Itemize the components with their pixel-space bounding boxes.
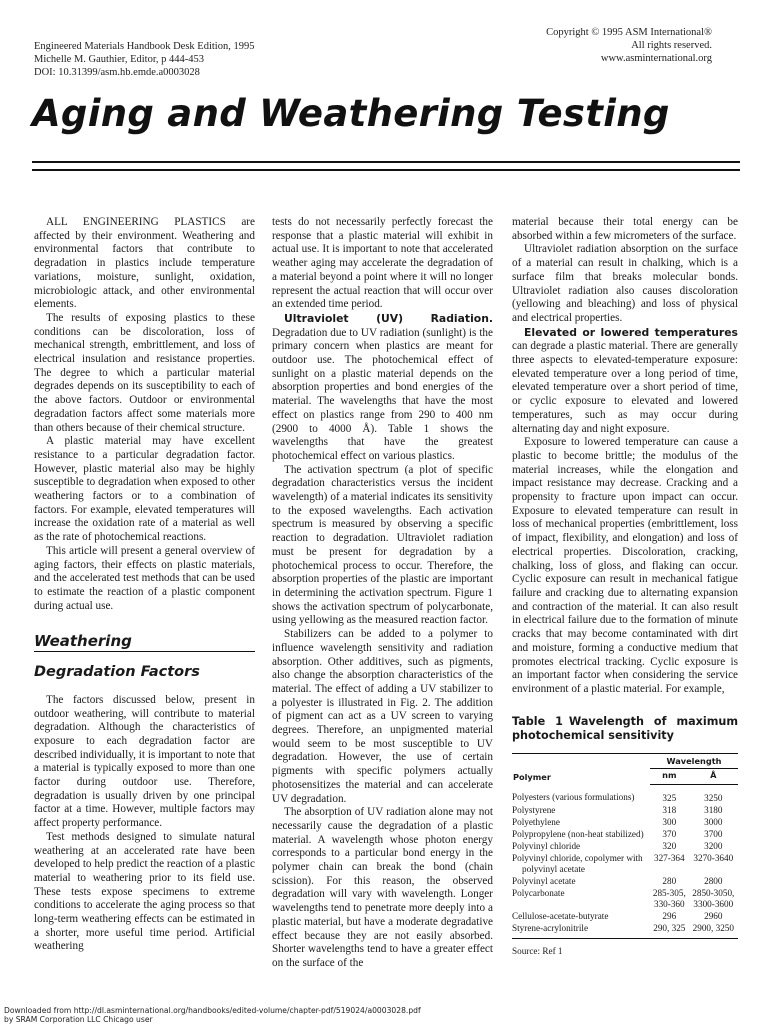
article-title: Aging and Weathering Testing: [32, 92, 670, 135]
download-user: by SRAM Corporation LLC Chicago user: [4, 1014, 153, 1024]
subsection-heading: Degradation Factors: [34, 664, 200, 681]
paragraph-text: Degradation due to UV radiation (sunlight) is the primary concern when plastics are meant for outdoor use. The photochemical effect of sunlight on a plastic material depends on the absorption properties and bond energies of the material. The wavelengths that have the most effect on plastics range from 290 to 400 nm (2900 to 4000 Å). Table 1 shows the wavelengths that have the greatest photochemical effect on various plastics.: [272, 326, 493, 462]
citation-book: Engineered Materials Handbook Desk Edition, 1995: [34, 41, 255, 52]
polymer-name: Cellulose-acetate-butyrate: [512, 910, 609, 921]
wavelength-nm-cell: 370: [662, 828, 677, 839]
wavelength-angstrom-cell: 3000: [704, 816, 723, 827]
paragraph: Ultraviolet radiation absorption on the surface of a material can result in chalking, which is a surface film that breaks molecular bonds. Ultraviolet radiation also causes discoloration (yellowing and bleaching) and loss of physical and electrical properties.: [512, 243, 738, 324]
table-row: [512, 887, 738, 910]
polymer-name-continued: polyvinyl acetate: [522, 863, 586, 874]
polymer-name: Polyvinyl chloride: [512, 840, 581, 851]
table-row: [512, 784, 738, 804]
text-column-3: [512, 216, 738, 958]
column-header-polymer: Polymer: [513, 772, 551, 783]
table-row: [512, 922, 738, 938]
polymer-cell: [512, 922, 650, 938]
polymer-name: Polyethylene: [512, 816, 560, 827]
wavelength-nm-cell: 318: [662, 804, 677, 815]
polymer-name: Styrene-acrylonitrile: [512, 922, 589, 933]
run-in-heading: Ultraviolet (UV) Radiation.: [284, 311, 493, 325]
polymer-name: Polycarbonate: [512, 887, 565, 898]
paragraph: The absorption of UV radiation alone may not necessarily cause the degradation of a plastic material. A wavelength whose photon energy corresponds to a particular bond energy in the polymer chain can break the bond (chain scission). For this reason, the observed degradation will vary with wavelength. Longer wavelengths tend to penetrate more deeply into a plastic material, but have a moderate degradative effect because they are not easily absorbed. Shorter wavelengths tend to have a greater effect on the surface of the: [272, 806, 493, 969]
wavelength-nm-cell: 325: [662, 792, 677, 803]
paragraph: tests do not necessarily perfectly forecast the response that a plastic material will exhibit in actual use. It is important to note that accelerated weather aging may accelerate the degradation of a material beyond a point where it will no longer represent the actual reaction that will occur over an extended time period.: [272, 216, 493, 311]
polymer-cell: [512, 816, 650, 828]
download-url[interactable]: Downloaded from http://dl.asminternational.org/handbooks/edited-volume/chapter-pdf/519024/a0003028.pdf: [4, 1006, 421, 1015]
polymer-cell: [512, 852, 650, 875]
table-source: Source: Ref 1: [512, 945, 563, 956]
paragraph-text: can degrade a plastic material. There are generally three aspects to elevated-temperature exposure: elevated temperature over a long period of time, elevated temperature over a short period of time, or cyclic exposure to elevated and lowered temperatures, such as may occur during alternating day and night exposure.: [512, 340, 738, 435]
wavelength-nm-cell: 280: [662, 875, 677, 886]
wavelength-angstrom-cell: 2850-3050, 3300-3600: [692, 887, 735, 909]
table-title: Wavelength of maximum photochemical sensitivity: [512, 714, 738, 742]
run-in-heading: Elevated or lowered temperatures: [524, 325, 738, 339]
table-caption: [512, 715, 738, 743]
wavelength-angstrom-cell: 2900, 3250: [689, 922, 738, 938]
title-rule-bottom: [32, 169, 740, 171]
paragraph: Exposure to lowered temperature can cause a plastic to become brittle; the modulus of the material increases, while the elongation and impact resistance may decrease. Cracking and a propensity to fracture upon impact can occur. Exposure to elevated temperature can result in loss of mechanical properties (embrittlement, loss of impact, flexibility, and elongation) and loss of electrical properties. Discoloration, cracking, chalking, loss of gloss, and flaking can occur. Cyclic exposure can result in mechanical fatigue failure and cracking due to alternating expansion and contraction of the material. It can also result in electrical failure due to the formation of minute cracks that may become contaminated with dirt and moisture, forming a conductive medium that promotes electrical tracking. Cyclic exposure is an important factor when considering the service environment of a plastic material. For example,: [512, 436, 738, 695]
wavelength-angstrom-cell: 3270-3640: [693, 852, 734, 863]
wavelength-nm-cell: 327-364: [653, 852, 685, 863]
section-heading: Weathering: [34, 632, 132, 651]
polymer-name: Polyesters (various formulations): [512, 792, 635, 803]
wavelength-angstrom-cell: 2800: [704, 875, 723, 886]
wavelength-table: [512, 753, 738, 939]
polymer-cell: [512, 887, 650, 910]
paragraph: material because their total energy can be absorbed within a few micrometers of the surface.: [512, 216, 738, 242]
wavelength-nm-cell: 285-305, 330-360: [652, 887, 686, 909]
polymer-cell: [512, 875, 650, 887]
polymer-name: Polyvinyl acetate: [512, 875, 576, 886]
table-row: [512, 910, 738, 922]
polymer-cell: [512, 804, 650, 816]
copyright-block: [546, 26, 712, 65]
polymer-cell: [512, 910, 650, 922]
copyright-notice: Copyright © 1995 ASM International®: [546, 27, 712, 38]
paragraph: [512, 326, 738, 437]
column-group-wavelength: Wavelength: [650, 754, 738, 769]
polymer-cell: [512, 840, 650, 852]
column-header-nm: nm: [650, 768, 689, 784]
table-row: [512, 804, 738, 816]
citation-block: [34, 40, 254, 79]
wavelength-angstrom-cell: 3700: [704, 828, 723, 839]
text-column-2: [272, 216, 493, 971]
title-rule-top: [32, 161, 740, 163]
section-heading-rule: [34, 651, 255, 652]
wavelength-angstrom-cell: 3250: [704, 792, 723, 803]
citation-editor: Michelle M. Gauthier, Editor, p 444-453: [34, 54, 205, 65]
download-footer: [4, 1007, 421, 1024]
paragraph: The factors discussed below, present in outdoor weathering, will contribute to material degradation. Although the characteristics of exposure to each degradation factor are described individually, it is important to note that a material is typically exposed to more than one factor during outdoor use. Therefore, degradation is usually driven by one principal factor at a time. However, multiple factors may affect property performance.: [34, 693, 255, 830]
table-row: [512, 875, 738, 887]
paragraph: Test methods designed to simulate natural weathering at an accelerated rate have been developed to help predict the reaction of a plastic material to weathering prior to its field use. These tests expose specimens to extreme conditions to accelerate the aging process so that long-term weathering effects can be estimated in a shorter, more useful time period. Artificial weathering: [34, 830, 255, 953]
paragraph: [272, 312, 493, 464]
polymer-cell: [512, 828, 650, 840]
table-row: [512, 816, 738, 828]
paragraph: A plastic material may have excellent resistance to a particular degradation factor. However, plastic material also may be highly susceptible to degradation when exposed to other weathering factors or to a combination of factors. For example, elevated temperatures will increase the oxidation rate of a material as well as the rate of photochemical reactions.: [34, 435, 255, 544]
table-row: [512, 828, 738, 840]
polymer-name: Polypropylene (non-heat stabilized): [512, 828, 644, 839]
wavelength-angstrom-cell: 3180: [704, 804, 723, 815]
paragraph: This article will present a general overview of aging factors, their effects on plastic materials, and the accelerated test methods that can be used to estimate the reaction of a plastic component during actual use.: [34, 544, 255, 612]
wavelength-angstrom-cell: 2960: [704, 910, 723, 921]
wavelength-nm-cell: 296: [662, 910, 677, 921]
wavelength-nm-cell: 290, 325: [650, 922, 689, 938]
polymer-name: Polystyrene: [512, 804, 556, 815]
rights-notice: All rights reserved.: [631, 40, 712, 51]
citation-doi: DOI: 10.31399/asm.hb.emde.a0003028: [34, 67, 200, 78]
paragraph: The results of exposing plastics to these conditions can be discoloration, loss of mechanical strength, embrittlement, and loss of electrical insulation and resistance properties. The degree to which a particular material degrades depends on its susceptibility to each of the above factors. Outdoor or environmental degradation factors affect some materials more than others because of their chemical structure.: [34, 311, 255, 434]
publisher-url[interactable]: www.asminternational.org: [600, 53, 712, 64]
paragraph: ALL ENGINEERING PLASTICS are affected by their environment. Weathering and environmental factors that contribute to degradation in plastics include temperature variations, moisture, sunlight, oxidation, microbiologic attack, and other environmental elements.: [34, 216, 255, 311]
text-column-1: [34, 216, 255, 954]
table-number: Table 1: [512, 714, 563, 728]
paragraph: The activation spectrum (a plot of specific degradation characteristics versus the incident wavelength) of a material indicates its sensitivity to the exposed wavelengths. Each activation spectrum is measured by observing a specific reaction to degradation. Ultraviolet radiation must be present for degradation by a photochemical process to occur. Therefore, the absorption properties of the plastic are important in determining the activation spectrum. Figure 1 shows the activation spectrum of polycarbonate, using yellowing as the measured reaction factor.: [272, 463, 493, 627]
column-header-angstrom: Å: [689, 768, 738, 784]
paragraph: Stabilizers can be added to a polymer to influence wavelength sensitivity and radiation absorption. Other additives, such as pigments, also change the absorption characteristics of the material. The effect of adding a UV stabilizer to a polyester is illustrated in Fig. 2. The addition of pigment can act as a UV screen to varying degrees. Therefore, an unpigmented material would seem to be most susceptible to UV degradation. However, the use of certain pigments with specific polymers actually photosensitizes the material and can accelerate UV degradation.: [272, 628, 493, 805]
polymer-cell: [512, 784, 650, 804]
table-row: [512, 840, 738, 852]
wavelength-nm-cell: 300: [662, 816, 677, 827]
polymer-name: Polyvinyl chloride, copolymer with: [512, 852, 643, 863]
wavelength-nm-cell: 320: [662, 840, 677, 851]
table-row: [512, 852, 738, 875]
wavelength-angstrom-cell: 3200: [704, 840, 723, 851]
